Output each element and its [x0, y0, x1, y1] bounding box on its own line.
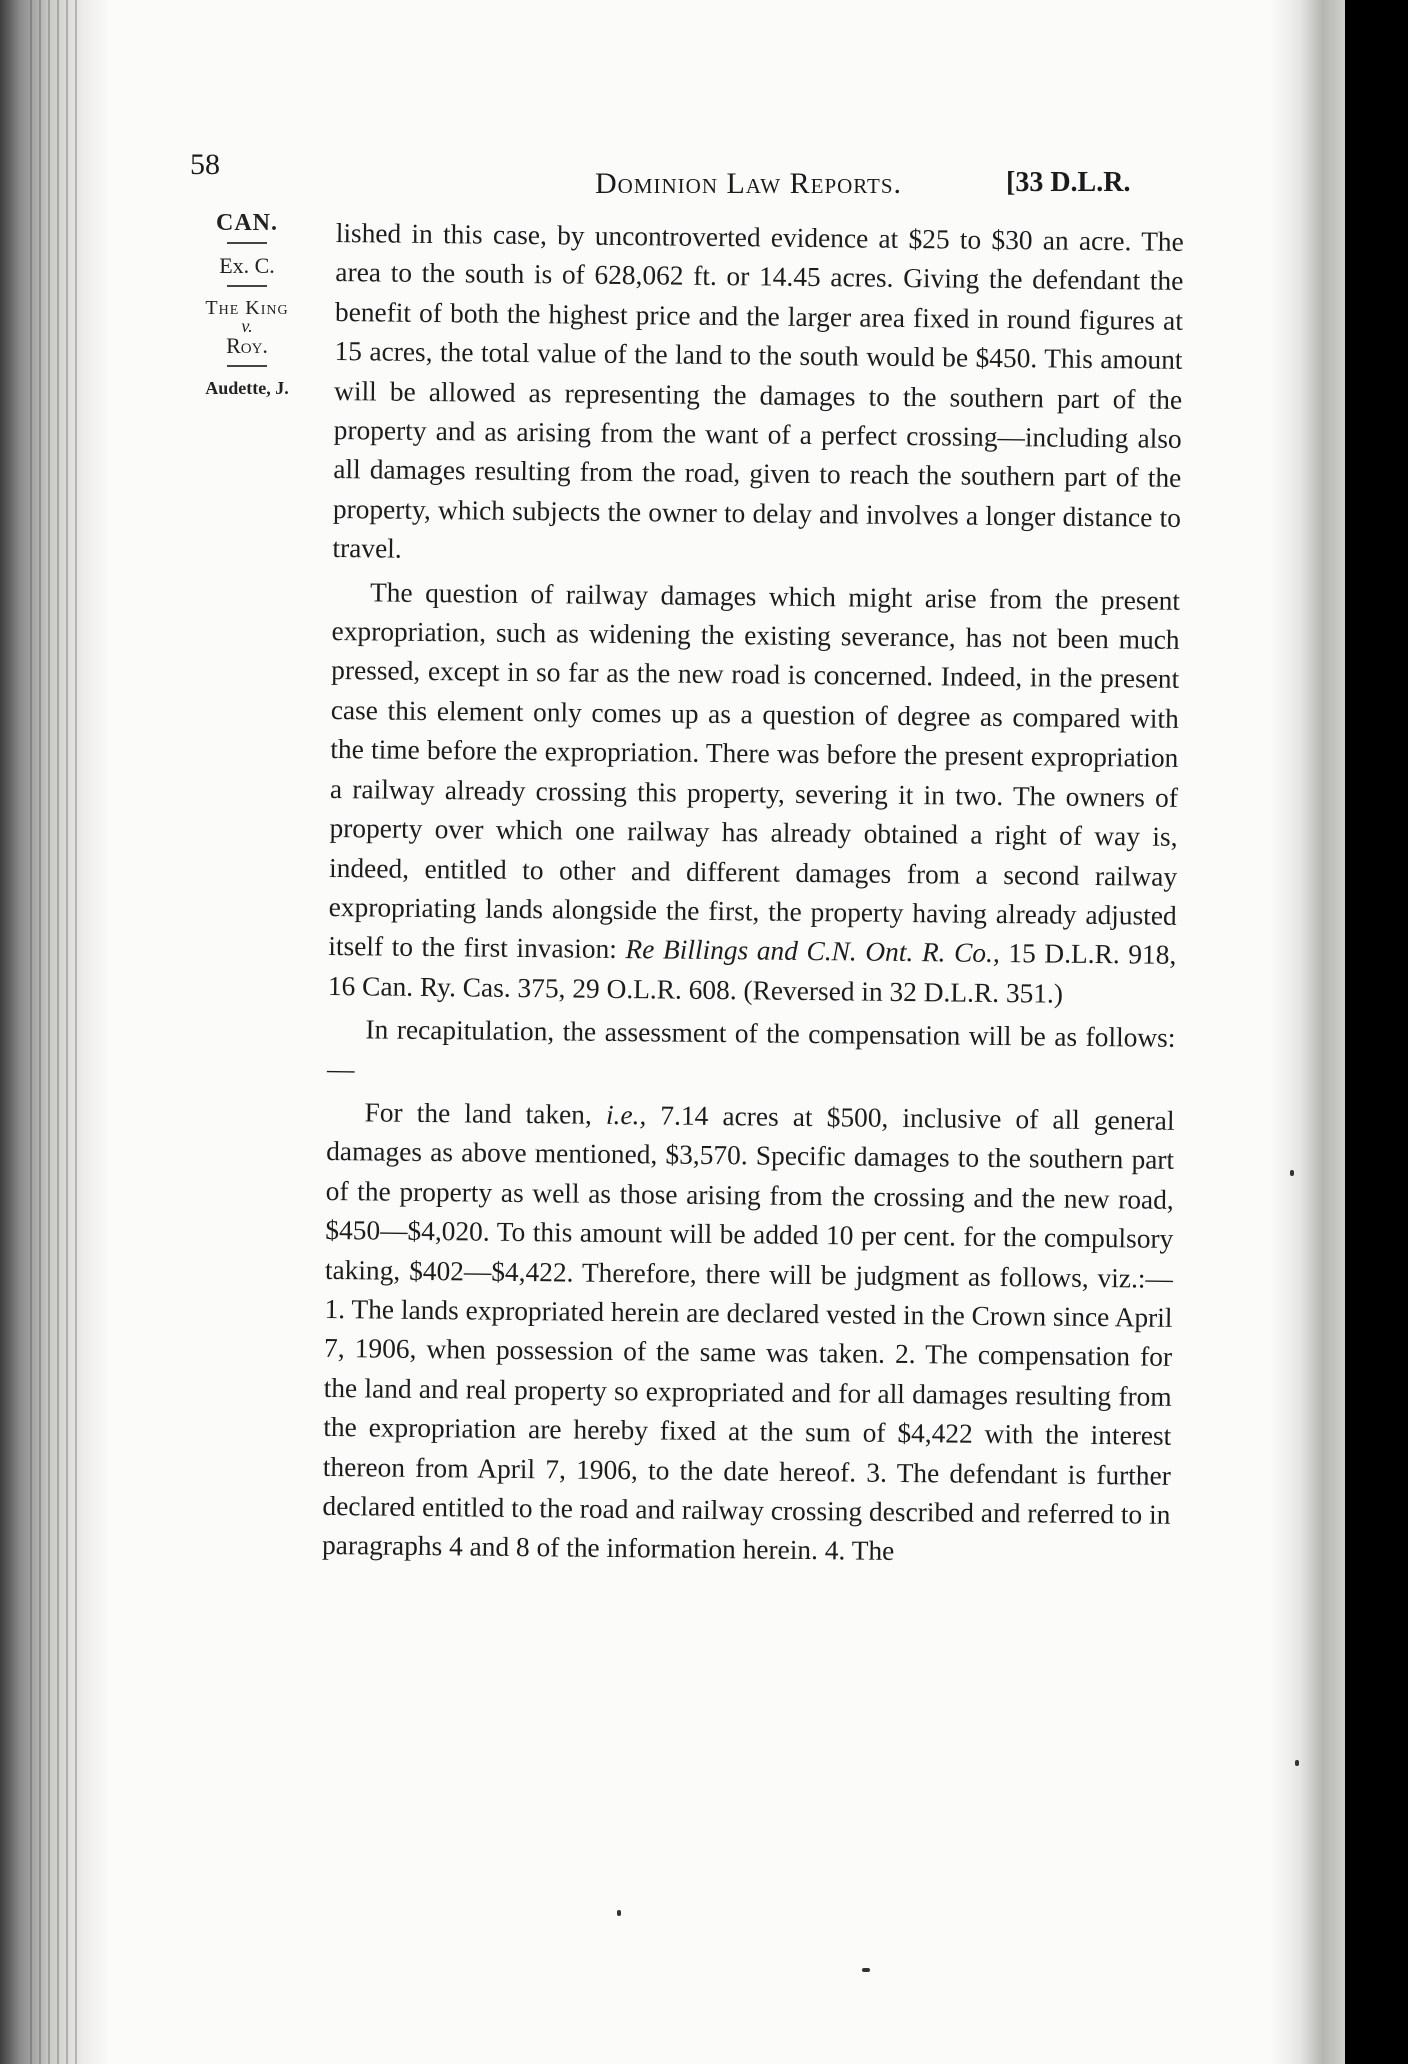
margin-jurisdiction: CAN. [216, 210, 278, 236]
scan-speck [1290, 1170, 1294, 1176]
margin-court: Ex. C. [219, 253, 275, 279]
margin-versus: v. [241, 315, 253, 336]
paragraph-1: lished in this case, by uncontroverted evidence at $25 to $30 an acre. The area to the south is of 628,062 ft. or 14.45 acres. Giving the defendant the benefit of both the highest price and the larger area fixed in round figures at 15 acres, the total value of the land to the south would be $450. This amount will be allowed as representing the damages to the southern part of the property and as arising from the want of a perfect crossing—including also all damages resulting from the road, given to reach the southern part of the property, which subjects the owner to delay and involves a longer distance to travel. [332, 217, 1184, 564]
margin-plaintiff: The King [205, 296, 289, 319]
paragraph-4 [322, 1093, 1175, 1575]
paragraph-2-tail: 15 D.L.R. 918, 16 Can. Ry. Cas. 375, 29 O.L.R. 608. (Reversed in 32 D.L.R. 351.) [327, 938, 1177, 1009]
margin-notes [182, 210, 312, 398]
margin-judge: Audette, J. [205, 377, 289, 398]
case-citation: Re Billings and C.N. Ont. R. Co., [625, 934, 1000, 969]
margin-rule [227, 285, 267, 287]
paragraph-4-rest: 7.14 acres at $500, inclusive of all general damages as above mentioned, $3,570. Specific damages to the southern part of the property as well as those arising from the crossing and the new road, $450—$4,020. To this amount will be added 10 per cent. for the compulsory taking, $402—$4,422. Therefore, there will be judgment as follows, viz.:—1. The lands expropriated herein are declared vested in the Crown since April 7, 1906, when possession of the same was taken. 2. The compensation for the land and real property so expropriated and for all damages resulting from the expropriation are hereby fixed at the sum of $4,422 with the interest thereon from April 7, 1906, to the date hereof. 3. The defendant is further declared entitled to the road and railway crossing described and referred to in paragraphs 4 and 8 of the information herein. 4. The [321, 1100, 1175, 1567]
volume-reference: [33 D.L.R. [1006, 167, 1131, 198]
paragraph-3: In recapitulation, the assessment of the compensation will be as follows:— [326, 1014, 1176, 1084]
scan-speck [862, 1968, 870, 1972]
right-page-edge [1270, 0, 1345, 2064]
scan-speck [1295, 1760, 1299, 1766]
page-number: 58 [190, 148, 220, 181]
binding-page-edges [30, 0, 80, 2064]
page-header [190, 142, 1190, 202]
margin-rule [227, 365, 267, 367]
paragraph-2 [328, 573, 1180, 1015]
margin-defendant: Roy. [226, 333, 268, 359]
judgment-text [322, 214, 1184, 1575]
paragraph-4-start: For the land taken, [364, 1097, 592, 1130]
margin-rule [227, 242, 267, 244]
paragraph-2-main: The question of railway damages which might arise from the present expropriation, such as widening the existing severance, has not been much pressed, except in so far as the new road is concerned. Indeed, in the present case this element only comes up as a question of degree as compared with the time before the expropriation. There was before the present expropriation a railway already crossing this property, severing it in two. The owners of property over which one railway has already obtained a right of way is, indeed, entitled to other and different damages from a second railway expropriating lands alongside the first, the property having already adjusted itself to the first invasion: [328, 577, 1181, 965]
scan-speck [617, 1910, 621, 1916]
paragraph-4-ie: i.e., [605, 1099, 647, 1131]
running-title: Dominion Law Reports. [595, 167, 903, 200]
